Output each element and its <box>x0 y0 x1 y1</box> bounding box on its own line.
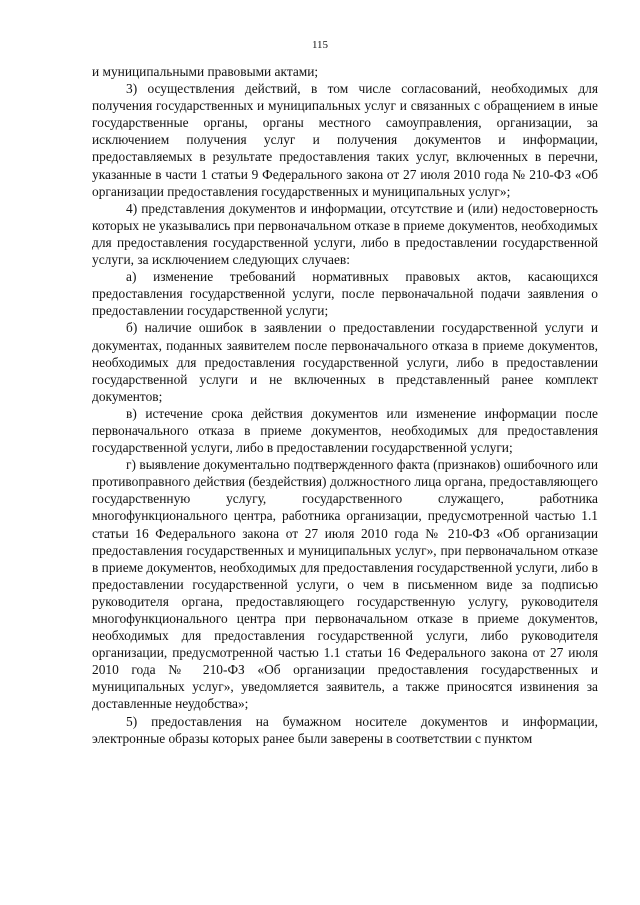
paragraph-item-5: 5) предоставления на бумажном носителе документов и информации, электронные образы которых ранее были заверены в соответствии с пунктом <box>92 713 598 746</box>
paragraph-subitem-a: а) изменение требований нормативных правовых актов, касающихся предоставления государственной услуги, после первоначальной подачи заявления о предоставлении государственной услуги; <box>92 269 598 319</box>
document-body <box>92 63 598 747</box>
paragraph-continuation: и муниципальными правовыми актами; <box>92 64 319 79</box>
paragraph-subitem-g: г) выявление документально подтвержденного факта (признаков) ошибочного или противоправного действия (бездействия) должностного лица органа, предоставляющего государственную услугу, государственного служащего, работника многофункционального центра, работника организации, предусмотренной частью 1.1 статьи 16 Федерального закона от 27 июля 2010 года № 210-ФЗ «Об организации предоставления государственных и муниципальных услуг», при первоначальном отказе в приеме документов, необходимых для предоставления государственной услуги, либо в предоставлении государственной услуги, о чем в письменном виде за подписью руководителя органа, предоставляющего государственную услугу, руководителя многофункционального центра при первоначальном отказе в приеме документов, необходимых для предоставления государственной услуги, либо руководителя организации, предусмотренной частью 1.1 статьи 16 Федерального закона от 27 июля 2010 года № 210-ФЗ «Об организации предоставления государственных и муниципальных услуг», уведомляется заявитель, а также приносятся извинения за доставленные неудобства»; <box>92 457 598 712</box>
paragraph-subitem-b: б) наличие ошибок в заявлении о предоставлении государственной услуги и документах, поданных заявителем после первоначального отказа в приеме документов, необходимых для предоставления государственной услуги, либо в предоставлении государственной услуги и не включенных в представленный ранее комплект документов; <box>92 320 598 404</box>
paragraph-item-3: 3) осуществления действий, в том числе согласований, необходимых для получения государственных и муниципальных услуг и связанных с обращением в иные государственные органы, органы местного самоуправления, организации, за исключением получения услуг и получения документов и информации, предоставляемых в результате предоставления таких услуг, включенных в перечни, указанные в части 1 статьи 9 Федерального закона от 27 июля 2010 года № 210-ФЗ «Об организации предоставления государственных и муниципальных услуг»; <box>92 81 598 199</box>
page-number: 115 <box>311 39 329 51</box>
paragraph-subitem-v: в) истечение срока действия документов или изменение информации после первоначального отказа в приеме документов, необходимых для предоставления государственной услуги, либо в предоставлении государственной услуги; <box>92 405 598 456</box>
paragraph-item-4: 4) представления документов и информации, отсутствие и (или) недостоверность которых не указывались при первоначальном отказе в приеме документов, необходимых для предоставления государственной услуги, либо в предоставлении государственной услуги, за исключением следующих случаев: <box>92 200 598 268</box>
